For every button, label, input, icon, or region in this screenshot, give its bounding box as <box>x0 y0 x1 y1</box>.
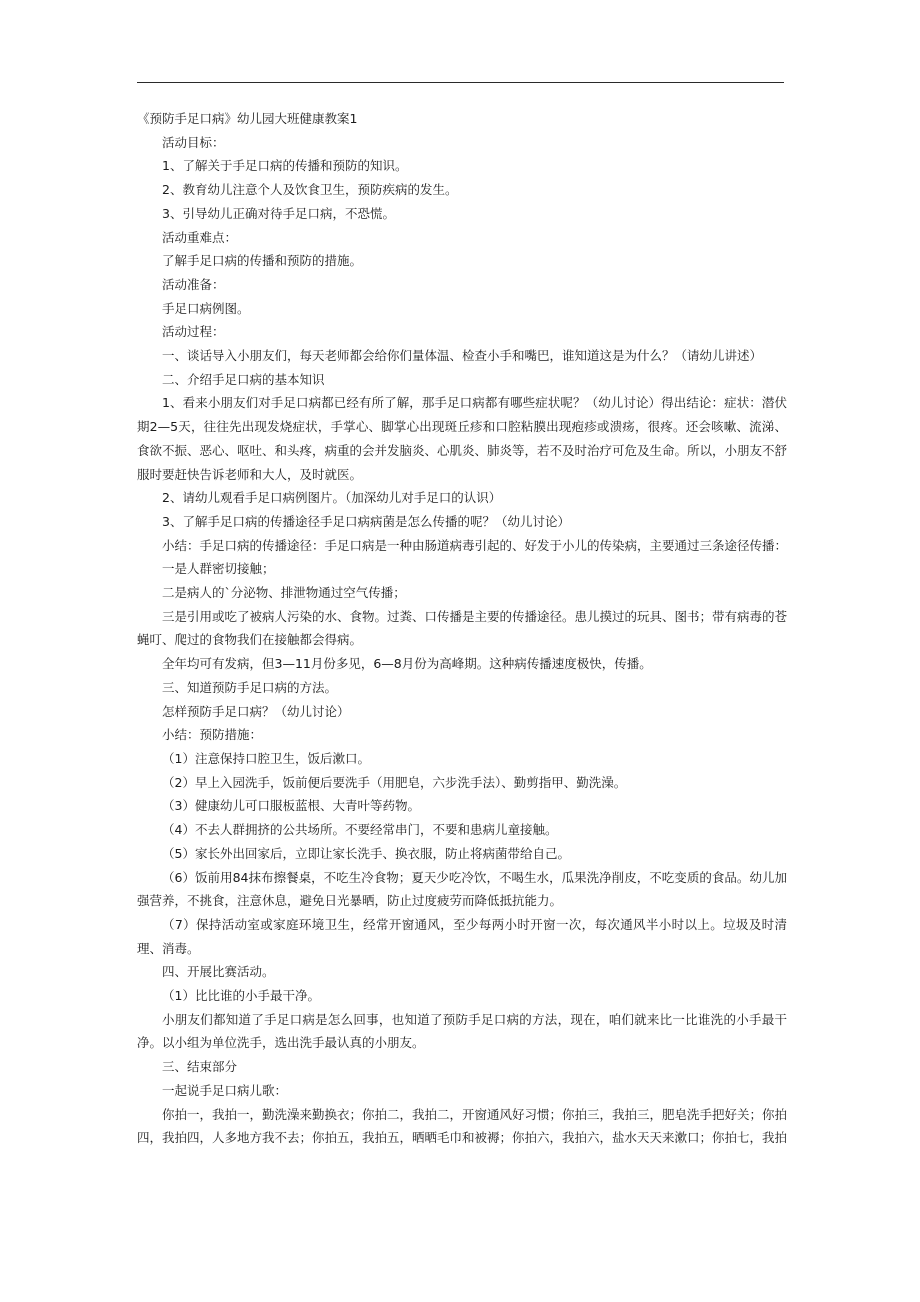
paragraph: 2、教育幼儿注意个人及饮食卫生，预防疾病的发生。 <box>162 182 458 198</box>
paragraph: 小结：预防措施： <box>162 727 263 743</box>
paragraph: 了解手足口病的传播和预防的措施。 <box>162 253 363 269</box>
paragraph: 3、了解手足口病的传播途径手足口病病菌是怎么传播的呢？（幼儿讨论） <box>162 513 570 529</box>
header-rule <box>137 82 784 83</box>
paragraph: 四、开展比赛活动。 <box>162 964 275 980</box>
paragraph: 活动准备： <box>162 276 225 292</box>
paragraph: 全年均可有发病，但3—11月份多见，6—8月份为高峰期。这种病传播速度极快，传播。 <box>162 656 652 672</box>
paragraph: 一、谈话导入小朋友们，每天老师都会给你们量体温、检查小手和嘴巴，谁知道这是为什么？（请幼儿讲述） <box>162 348 763 364</box>
paragraph: 小朋友们都知道了手足口病是怎么回事，也知道了预防手足口病的方法，现在，咱们就来比一比谁洗的小手最干净。以小组为单位洗手，选出洗手最认真的小朋友。 <box>137 1011 787 1051</box>
paragraph: 小结：手足口病的传播途径：手足口病是一种由肠道病毒引起的、好发于小儿的传染病，主要通过三条途径传播： <box>162 537 788 553</box>
paragraph: 活动目标： <box>162 134 225 150</box>
paragraph: 一起说手足口病儿歌： <box>162 1082 288 1098</box>
paragraph: （6）饭前用84抹布擦餐桌，不吃生冷食物；夏天少吃冷饮，不喝生水，瓜果洗净削皮，不吃变质的食品。幼儿加强营养，不挑食，注意休息，避免日光暴晒，防止过度疲劳而降低抵抗能力。 <box>137 869 787 909</box>
paragraph: （2）早上入园洗手，饭前便后要洗手（用肥皂，六步洗手法）、勤剪指甲、勤洗澡。 <box>162 774 627 790</box>
paragraph: （7）保持活动室或家庭环境卫生，经常开窗通风，至少每两小时开窗一次，每次通风半小时以上。垃圾及时清理、消毒。 <box>137 916 787 956</box>
paragraph: 一是人群密切接触； <box>162 561 275 577</box>
paragraph: 手足口病例图。 <box>162 300 250 316</box>
paragraph: 3、引导幼儿正确对待手足口病，不恐慌。 <box>162 205 395 221</box>
paragraph: 怎样预防手足口病？（幼儿讨论） <box>162 703 350 719</box>
paragraph: （1）注意保持口腔卫生，饭后漱口。 <box>162 750 370 766</box>
paragraph: 二、介绍手足口病的基本知识 <box>162 371 325 387</box>
paragraph: 1、了解关于手足口病的传播和预防的知识。 <box>162 158 408 174</box>
document-title: 《预防手足口病》幼儿园大班健康教案1 <box>137 111 358 126</box>
paragraph: 1、看来小朋友们对手足口病都已经有所了解，那手足口病都有哪些症状呢？（幼儿讨论）得出结论：症状：潜伏期2—5天，往往先出现发烧症状，手掌心、脚掌心出现斑丘疹和口腔粘膜出现疱疹或溃疡，很疼。还会咳嗽、流涕、食欲不振、恶心、呕吐、和头疼，病重的会并发脑炎、心肌炎、肺炎等，若不及时治疗可危及生命。所以，小朋友不舒服时要赶快告诉老师和大人，及时就医。 <box>137 395 788 482</box>
paragraph: （4）不去人群拥挤的公共场所。不要经常串门，不要和患病儿童接触。 <box>162 822 558 838</box>
paragraph: 2、请幼儿观看手足口病例图片。（加深幼儿对手足口的认识） <box>162 490 502 506</box>
paragraph: 三是引用或吃了被病人污染的水、食物。过粪、口传播是主要的传播途径。患儿摸过的玩具、图书；带有病毒的苍蝇叮、爬过的食物我们在接触都会得病。 <box>137 608 788 648</box>
paragraph: （3）健康幼儿可口服板蓝根、大青叶等药物。 <box>162 798 420 814</box>
document-body <box>137 107 787 1150</box>
paragraph: 你拍一，我拍一，勤洗澡来勤换衣；你拍二，我拍二，开窗通风好习惯；你拍三，我拍三，肥皂洗手把好关；你拍四，我拍四，人多地方我不去；你拍五，我拍五，晒晒毛巾和被褥；你拍六，我拍六，盐水天天来漱口；你拍七，我拍 <box>137 1106 788 1146</box>
paragraph: 二是病人的`分泌物、排泄物通过空气传播； <box>162 585 406 601</box>
paragraph: （1）比比谁的小手最干净。 <box>162 988 320 1004</box>
paragraph: 活动过程： <box>162 324 225 340</box>
paragraph: 活动重难点： <box>162 229 238 245</box>
paragraph: 三、知道预防手足口病的方法。 <box>162 679 338 695</box>
paragraph: （5）家长外出回家后，立即让家长洗手、换衣服，防止将病菌带给自己。 <box>162 845 570 861</box>
paragraph: 三、结束部分 <box>162 1059 238 1075</box>
